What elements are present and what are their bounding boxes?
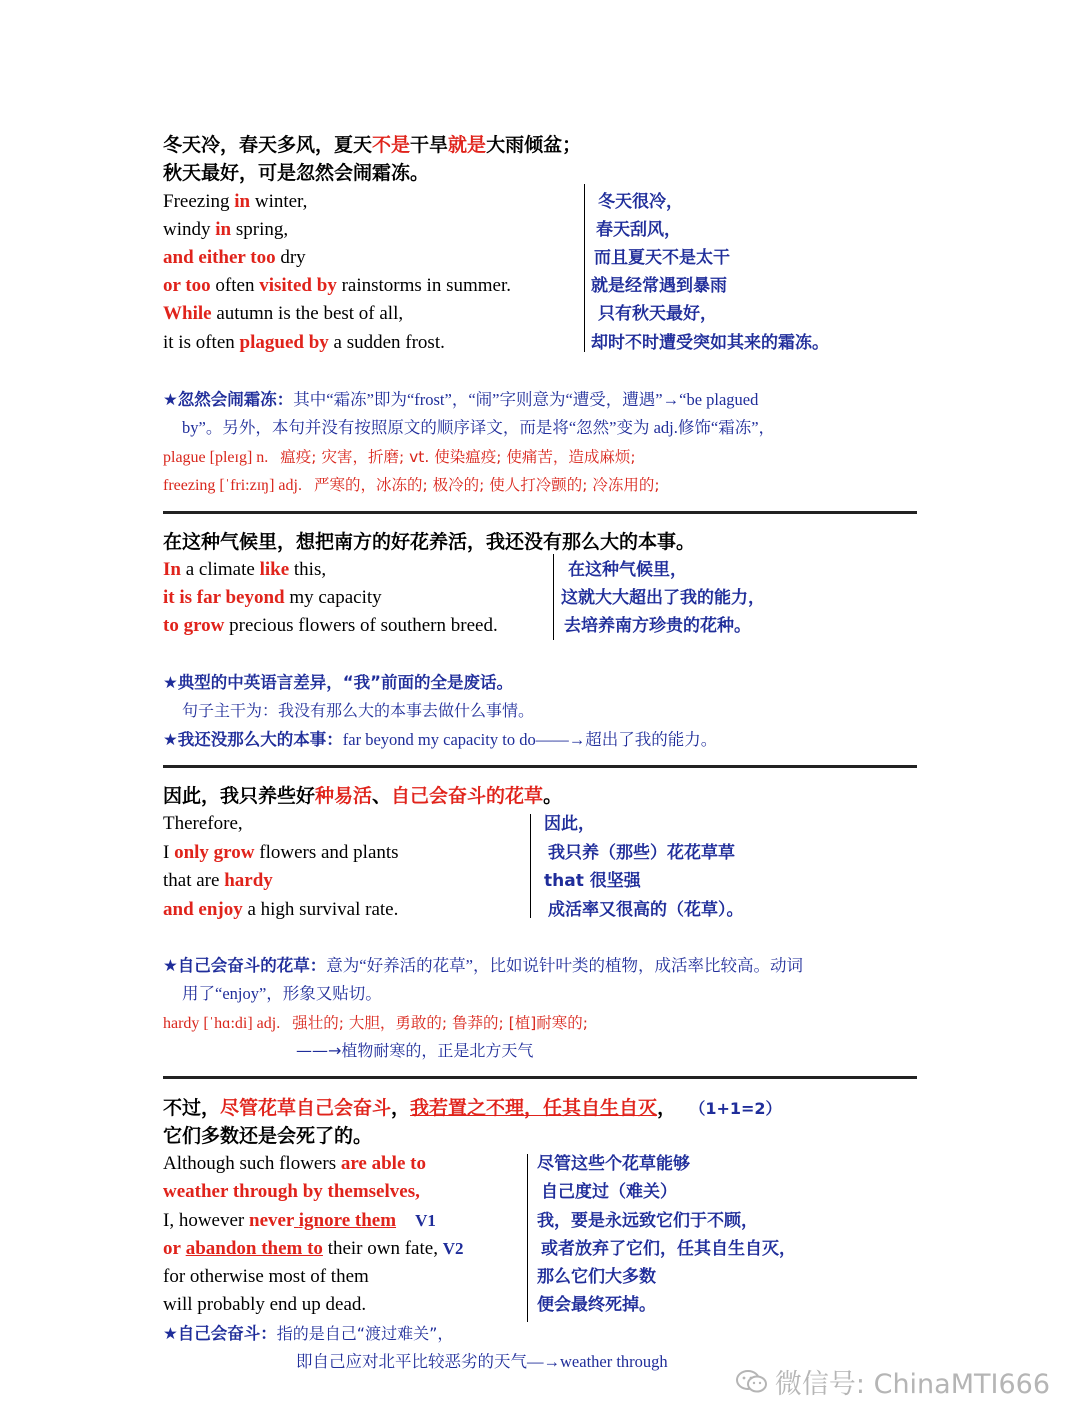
s2-english-line-1: In a climate like this, <box>163 559 327 580</box>
s3-english-line-4: and enjoy a high survival rate. <box>163 899 399 920</box>
s3-translation-line-3: that 很坚强 <box>544 871 641 891</box>
s4-translation-line-3: 我，要是永远致它们于不顾， <box>537 1211 758 1231</box>
s4-english-line-3: I, however never ignore them V1 <box>163 1210 436 1231</box>
s2-translation-line-3: 去培养南方珍贵的花种。 <box>564 616 751 636</box>
s3-english-line-2: I only grow flowers and plants <box>163 842 399 863</box>
s4-english-line-6: will probably end up dead. <box>163 1294 367 1315</box>
separator-2 <box>163 765 917 768</box>
s3-divider <box>530 814 531 918</box>
s4-translation-line-1: 尽管这些个花草能够 <box>537 1154 690 1174</box>
watermark-text: 微信号: ChinaMTI666 <box>774 1369 1050 1400</box>
s2-note-line-3: ★我还没那么大的本事：far beyond my capacity to do——→超出了我的能力。 <box>163 730 718 749</box>
s2-note-line-2: 句子主干为：我没有那么大的本事去做什么事情。 <box>182 701 535 720</box>
s1-note-line-1: ★忽然会闹霜冻：其中“霜冻”即为“frost”，“闹”字则意为“遭受，遭遇”→“be plagued <box>163 390 759 409</box>
s2-english-line-2: it is far beyond my capacity <box>163 587 382 608</box>
s1-translation-line-4: 就是经常遇到暴雨 <box>591 276 727 296</box>
s1-english-line-6: it is often plagued by a sudden frost. <box>163 332 445 353</box>
s3-english-line-3: that are hardy <box>163 870 273 891</box>
s1-english-line-4: or too often visited by rainstorms in summer. <box>163 275 511 296</box>
s1-note-line-2: by”。另外，本句并没有按照原文的顺序译文，而是将“忽然”变为 adj.修饰“霜冻”， <box>182 418 776 437</box>
s4-english-line-1: Although such flowers are able to <box>163 1153 426 1174</box>
separator-1 <box>163 511 917 514</box>
s4-translation-line-5: 那么它们大多数 <box>537 1267 656 1287</box>
s1-english-line-1: Freezing in winter, <box>163 191 308 212</box>
s1-vocab-plague: plague [pleɪg] n. 瘟疫; 灾害，折磨; vt. 使染瘟疫; 使痛苦，造成麻烦; <box>163 448 636 466</box>
s1-translation-line-1: 冬天很冷， <box>598 192 683 212</box>
s3-english-line-1: Therefore, <box>163 813 243 834</box>
s4-note-line-2: 即自己应对北平比较恶劣的天气—→weather through <box>296 1352 668 1371</box>
s1-chinese-line-2: 秋天最好，可是忽然会闹霜冻。 <box>163 162 430 184</box>
s3-translation-line-4: 成活率又很高的（花草）。 <box>548 900 744 920</box>
s1-translation-line-5: 只有秋天最好， <box>598 304 717 324</box>
s2-divider <box>553 554 554 640</box>
s4-note-line-1: ★自己会奋斗：指的是自己“渡过难关”， <box>163 1324 454 1343</box>
s1-translation-line-2: 春天刮风， <box>596 220 681 240</box>
s3-chinese-line: 因此，我只养些好种易活、自己会奋斗的花草。 <box>163 785 563 807</box>
separator-3 <box>163 1076 917 1079</box>
s2-chinese-line: 在这种气候里，想把南方的好花养活，我还没有那么大的本事。 <box>163 531 696 553</box>
s2-note-line-1: ★典型的中英语言差异，“我”前面的全是废话。 <box>163 673 513 692</box>
s3-vocab-hardy: hardy [ˈhɑ:di] adj. 强壮的; 大胆，勇敢的; 鲁莽的; [植]耐寒的; <box>163 1014 588 1032</box>
s4-translation-line-6: 便会最终死掉。 <box>537 1295 656 1315</box>
s4-english-line-2: weather through by themselves, <box>163 1181 420 1202</box>
s3-translation-line-1: 因此， <box>544 814 595 834</box>
s3-note-line-2: 用了“enjoy”，形象又贴切。 <box>182 984 382 1003</box>
s1-vocab-freezing: freezing [ˈfri:zɪŋ] adj. 严寒的，冰冻的; 极冷的; 使人打冷颤的; 冷冻用的; <box>163 476 660 494</box>
wechat-watermark <box>735 1362 1050 1401</box>
s4-english-line-5: for otherwise most of them <box>163 1266 369 1287</box>
s2-english-line-3: to grow precious flowers of southern breed. <box>163 615 498 636</box>
s4-translation-line-4: 或者放弃了它们，任其自生自灭， <box>541 1239 796 1259</box>
s3-note-line-1: ★自己会奋斗的花草：意为“好养活的花草”，比如说针叶类的植物，成活率比较高。动词 <box>163 956 803 975</box>
s4-chinese-line-1: 不过，尽管花草自己会奋斗，我若置之不理，任其自生自灭， （1+1=2） <box>163 1097 782 1119</box>
s4-translation-line-2: 自己度过（难关） <box>541 1182 677 1202</box>
s1-english-line-2: windy in spring, <box>163 219 289 240</box>
s2-translation-line-2: 这就大大超出了我的能力， <box>561 588 765 608</box>
s1-english-line-5: While autumn is the best of all, <box>163 303 404 324</box>
s1-translation-line-6: 却时不时遭受突如其来的霜冻。 <box>591 333 829 353</box>
s4-english-line-4: or abandon them to their own fate, V2 <box>163 1238 464 1259</box>
s3-vocab-note: ——→植物耐寒的，正是北方天气 <box>296 1041 534 1060</box>
s4-chinese-line-2: 它们多数还是会死了的。 <box>163 1125 373 1147</box>
s3-translation-line-2: 我只养（那些）花花草草 <box>548 843 735 863</box>
s4-divider <box>527 1154 528 1322</box>
s1-translation-line-3: 而且夏天不是太干 <box>594 248 730 268</box>
s1-divider <box>584 184 585 352</box>
s1-chinese-line-1: 冬天冷，春天多风，夏天不是干旱就是大雨倾盆； <box>163 134 582 156</box>
s1-english-line-3: and either too dry <box>163 247 306 268</box>
wechat-icon <box>735 1369 769 1395</box>
s2-translation-line-1: 在这种气候里， <box>568 560 687 580</box>
